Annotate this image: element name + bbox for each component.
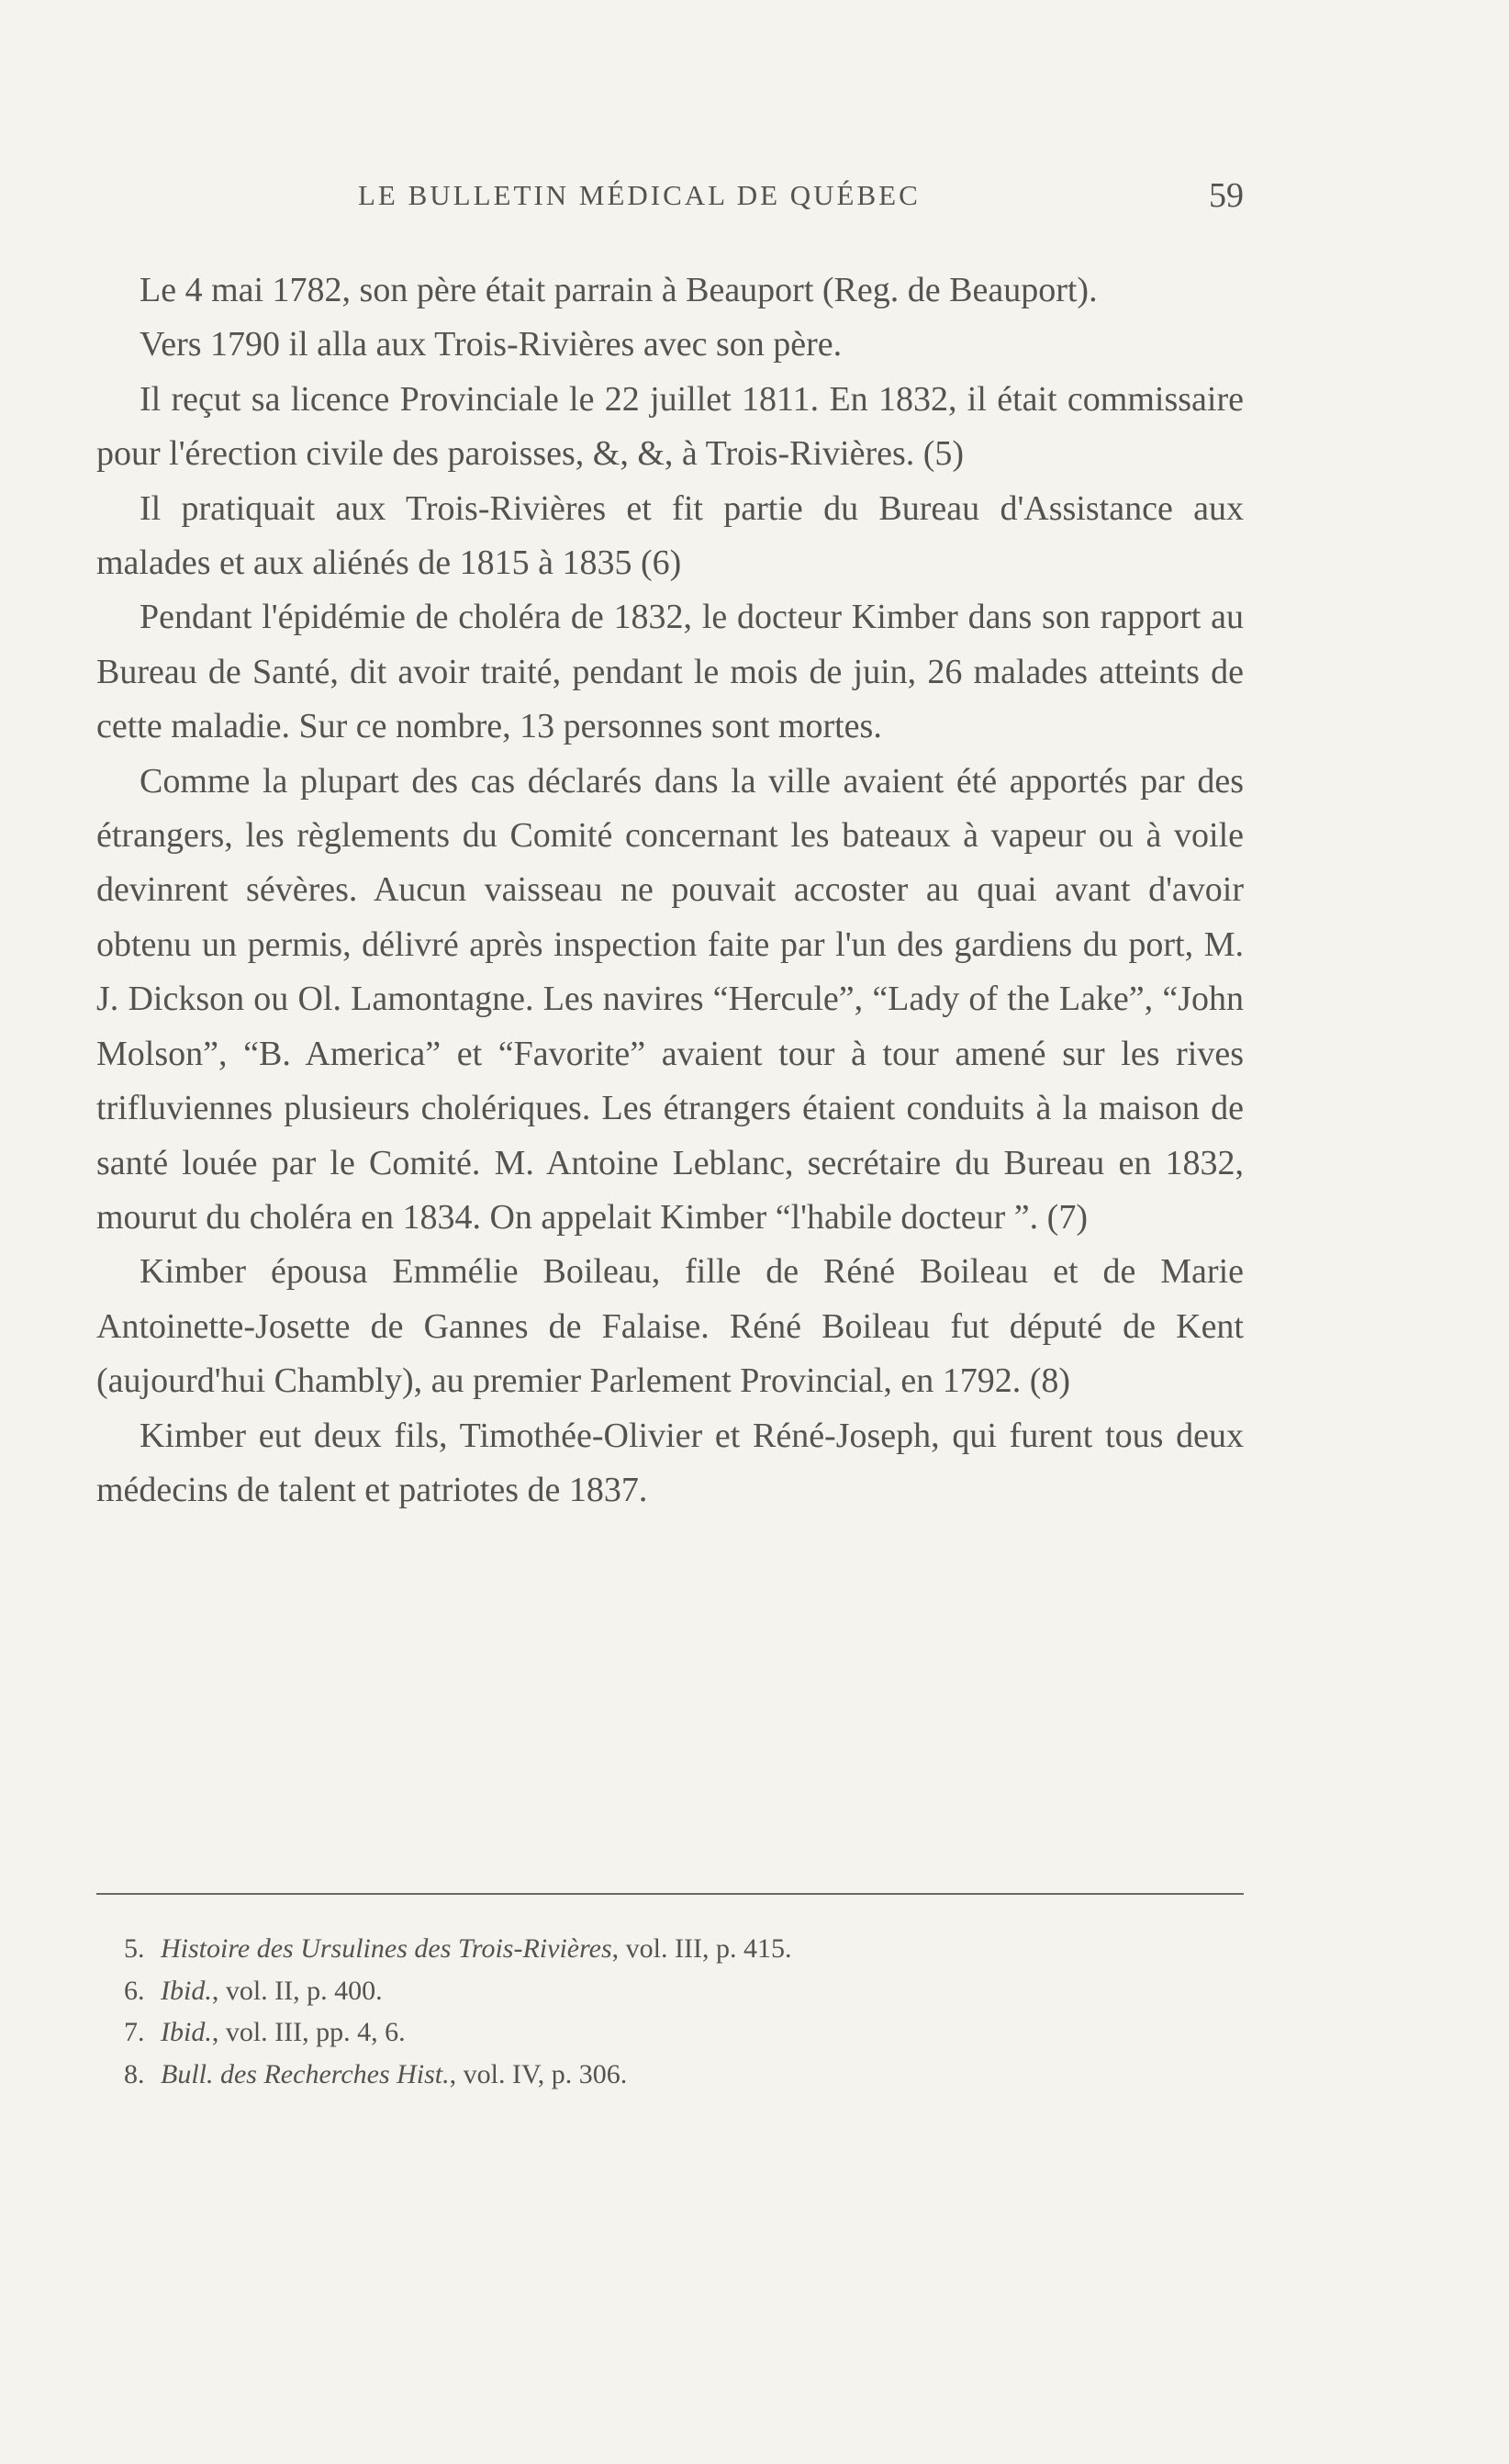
page-number: 59 (1209, 176, 1244, 215)
footnote-number: 5. (124, 1933, 145, 1964)
footnote-title: Ibid. (161, 1975, 212, 2006)
footnote-reference: , vol. IV, p. 306. (449, 2058, 628, 2089)
paragraph: Comme la plupart des cas déclarés dans la ville avaient été apportés par des étrangers, les règlements du Comité concernant les bateaux à vapeur ou à voile devinrent sévères. Aucun vaisseau ne pouvait accoster au quai avant d'avoir obtenu un permis, délivré après inspection faite par l'un des gardiens du port, M. J. Dickson ou Ol. Lamontagne. Les navires “Hercule”, “Lady of the Lake”, “John Molson”, “B. America” et “Favorite” avaient tour à tour amené sur les rives trifluviennes plusieurs cholériques. Les étrangers étaient conduits à la maison de santé louée par le Comité. M. Antoine Leblanc, secrétaire du Bureau en 1832, mourut du choléra en 1834. On appelait Kimber “l'habile docteur ”. (7) (96, 761, 1244, 1237)
footnote-divider (96, 1893, 1244, 1895)
footnote-number: 6. (124, 1975, 145, 2006)
paragraph: Il reçut sa licence Provinciale le 22 juillet 1811. En 1832, il était commissaire pour l'érection civile des paroisses, &, &, à Trois-Rivières. (5) (96, 379, 1244, 474)
footnote (124, 1970, 1207, 2012)
page (96, 0, 1244, 2464)
paragraph: Kimber eut deux fils, Timothée-Olivier et Réné-Joseph, qui furent tous deux médecins de talent et patriotes de 1837. (96, 1416, 1244, 1509)
body-text (96, 263, 1244, 1518)
paragraph: Vers 1790 il alla aux Trois-Rivières avec son père. (140, 325, 843, 364)
paragraph: Pendant l'épidémie de choléra de 1832, le docteur Kimber dans son rapport au Bureau de Santé, dit avoir traité, pendant le mois de juin, 26 malades atteints de cette maladie. Sur ce nombre, 13 personnes sont mortes. (96, 598, 1244, 746)
running-head: LE BULLETIN MÉDICAL DE QUÉBEC (358, 179, 921, 211)
footnotes (124, 1928, 1207, 2095)
footnote (124, 2054, 1207, 2096)
page-header (96, 176, 1244, 225)
footnote (124, 2011, 1207, 2054)
footnote (124, 1928, 1207, 1970)
footnote-reference: , vol. III, p. 415. (611, 1933, 792, 1964)
footnote-title: Ibid. (161, 2017, 212, 2047)
footnote-reference: , vol. II, p. 400. (211, 1975, 383, 2006)
paragraph: Il pratiquait aux Trois-Rivières et fit partie du Bureau d'Assistance aux malades et aux aliénés de 1815 à 1835 (6) (96, 488, 1244, 583)
paragraph: Kimber épousa Emmélie Boileau, fille de Réné Boileau et de Marie Antoinette-Josette de Gannes de Falaise. Réné Boileau fut député de Kent (aujourd'hui Chambly), au premier Parlement Provincial, en 1792. (8) (96, 1252, 1244, 1401)
footnote-title: Bull. des Recherches Hist. (161, 2058, 450, 2089)
footnote-reference: , vol. III, pp. 4, 6. (211, 2017, 406, 2047)
footnote-title: Histoire des Ursulines des Trois-Rivières (161, 1933, 612, 1964)
footnote-number: 8. (124, 2058, 145, 2089)
paragraph: Le 4 mai 1782, son père était parrain à Beauport (Reg. de Beauport). (140, 271, 1098, 309)
footnote-number: 7. (124, 2017, 145, 2047)
